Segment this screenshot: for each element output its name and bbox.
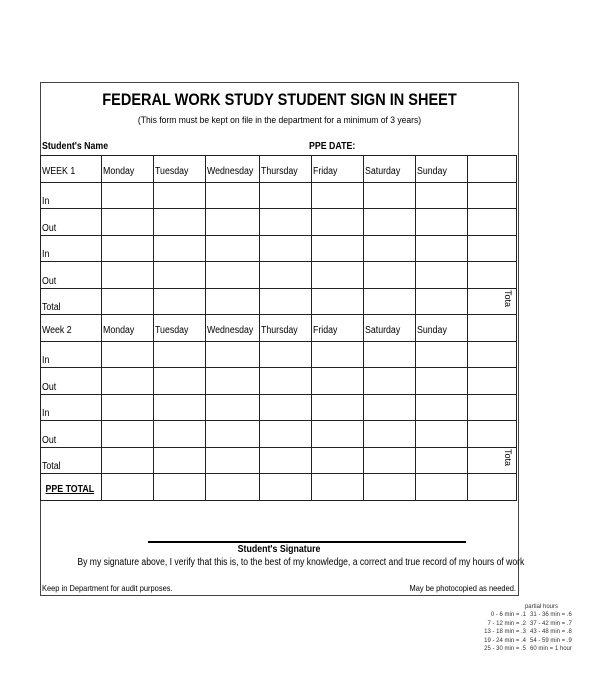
time-entry-cell[interactable] — [205, 368, 260, 395]
day-header-thursday — [260, 156, 312, 183]
ppe-date-label: PPE DATE: — [309, 141, 356, 152]
time-entry-cell[interactable] — [416, 421, 467, 448]
week1-row-label-label: In — [42, 196, 50, 207]
time-entry-cell[interactable] — [153, 262, 205, 289]
time-entry-cell[interactable] — [153, 447, 205, 474]
week1-row-label — [41, 182, 102, 209]
week2-row-label — [41, 341, 102, 368]
day-header-saturday — [364, 315, 416, 342]
time-entry-cell[interactable] — [260, 394, 312, 421]
weekly-total-cell[interactable] — [467, 182, 516, 209]
week2-row-label — [41, 421, 102, 448]
week1-row-label-label: Out — [42, 275, 57, 287]
partial-hours-entry: 19 - 24 min = .4 — [484, 637, 526, 644]
day-header-tuesday — [153, 315, 205, 342]
day-header-thursday — [260, 315, 312, 342]
weekly-total-cell[interactable] — [467, 209, 516, 236]
ppe-total-cell[interactable] — [102, 474, 154, 501]
ppe-total-label-cell — [41, 474, 102, 501]
time-entry-cell[interactable] — [260, 209, 312, 236]
week1-row-label-label: Out — [42, 222, 57, 234]
day-header-wednesday — [205, 315, 260, 342]
partial-hours-entry: 13 - 18 min = .3 — [484, 629, 526, 635]
partial-hours-entry: 7 - 12 min = .2 — [487, 620, 526, 627]
week2-row-label — [41, 368, 102, 395]
time-entry-cell[interactable] — [312, 209, 364, 236]
time-entry-cell[interactable] — [260, 341, 312, 368]
time-entry-cell[interactable] — [416, 394, 467, 421]
partial-hours-entry: 37 - 42 min = .7 — [530, 620, 572, 627]
day-header-friday-label: Friday — [313, 324, 338, 336]
week1-row-label-label: In — [42, 249, 50, 260]
time-entry-cell[interactable] — [205, 288, 260, 315]
ppe-total-cell[interactable] — [467, 474, 516, 501]
week2-row-label — [41, 394, 102, 421]
time-entry-cell[interactable] — [205, 235, 260, 262]
time-entry-cell[interactable] — [312, 235, 364, 262]
partial-hours-row — [466, 611, 584, 620]
partial-hours-entry: 0 - 6 min = .1 — [490, 612, 526, 618]
week2-row-label-label: Out — [42, 434, 57, 446]
table-row — [41, 288, 517, 315]
time-entry-cell[interactable] — [153, 368, 205, 395]
day-header-tuesday-label: Tuesday — [154, 165, 189, 177]
time-entry-cell[interactable] — [416, 341, 467, 368]
time-entry-cell[interactable] — [260, 235, 312, 262]
student-name-label: Student's Name — [42, 141, 109, 152]
weekly-total-cell[interactable] — [467, 447, 516, 474]
day-header-wednesday — [205, 156, 260, 183]
time-entry-cell[interactable] — [102, 447, 154, 474]
time-entry-cell[interactable] — [416, 368, 467, 395]
week2-row-label — [41, 447, 102, 474]
time-entry-cell[interactable] — [153, 235, 205, 262]
time-entry-cell[interactable] — [102, 368, 154, 395]
partial-hours-entry: 60 min = 1 hour — [530, 646, 572, 652]
weekly-total-side-label: Tota — [503, 289, 513, 307]
retention-note: (This form must be kept on file in the department for a minimum of 3 years) — [137, 115, 422, 126]
day-header-tuesday-label: Tuesday — [154, 324, 189, 336]
time-entry-cell[interactable] — [205, 262, 260, 289]
table-row — [41, 209, 517, 236]
time-entry-cell[interactable] — [153, 421, 205, 448]
time-entry-cell[interactable] — [312, 182, 364, 209]
partial-hours-entry: 25 - 30 min = .5 — [484, 646, 526, 652]
time-entry-cell[interactable] — [102, 262, 154, 289]
time-entry-cell[interactable] — [364, 209, 416, 236]
week1-header-row — [41, 156, 517, 183]
time-entry-cell[interactable] — [416, 209, 467, 236]
day-header-sunday-label: Sunday — [417, 165, 448, 177]
signature-line[interactable] — [148, 541, 466, 543]
time-entry-cell[interactable] — [312, 394, 364, 421]
day-header-monday-label: Monday — [103, 324, 135, 336]
table-row — [41, 262, 517, 289]
time-entry-cell[interactable] — [102, 421, 154, 448]
partial-hours-entry: 43 - 48 min = .8 — [530, 629, 572, 635]
day-header-saturday — [364, 156, 416, 183]
table-row — [41, 368, 517, 395]
day-header-sunday-label: Sunday — [417, 324, 448, 336]
day-header-monday — [102, 315, 154, 342]
day-header-sunday — [416, 156, 467, 183]
time-entry-cell[interactable] — [416, 182, 467, 209]
time-entry-cell[interactable] — [153, 182, 205, 209]
table-row — [41, 235, 517, 262]
time-entry-cell[interactable] — [312, 421, 364, 448]
week2-weekly-total-header — [467, 315, 516, 342]
time-entry-cell[interactable] — [205, 394, 260, 421]
time-entry-cell[interactable] — [312, 341, 364, 368]
time-entry-cell[interactable] — [205, 209, 260, 236]
day-header-saturday-label: Saturday — [365, 165, 401, 177]
week1-label-cell — [41, 156, 102, 183]
ppe-total-cell[interactable] — [153, 474, 205, 501]
week1-row-label-label: Total — [42, 302, 61, 313]
time-entry-cell[interactable] — [364, 341, 416, 368]
time-entry-cell[interactable] — [416, 447, 467, 474]
day-header-monday — [102, 156, 154, 183]
week2-label-cell-label: Week 2 — [42, 324, 72, 336]
time-entry-cell[interactable] — [102, 182, 154, 209]
week2-row-label-label: Out — [42, 381, 57, 393]
ppe-total-cell[interactable] — [312, 474, 364, 501]
weekly-total-cell[interactable] — [467, 421, 516, 448]
week1-row-label — [41, 235, 102, 262]
partial-hours-title: partial hours — [524, 604, 558, 610]
time-entry-cell[interactable] — [205, 447, 260, 474]
partial-hours-row — [466, 645, 584, 654]
time-entry-cell[interactable] — [153, 209, 205, 236]
time-entry-cell[interactable] — [364, 368, 416, 395]
weekly-total-side-label: Tota — [503, 448, 513, 466]
sign-in-sheet — [40, 82, 525, 596]
week2-row-label-label: In — [42, 408, 50, 419]
weekly-total-cell[interactable] — [467, 368, 516, 395]
partial-hours-entry: 31 - 36 min = .6 — [530, 612, 572, 618]
partial-hours-row — [466, 620, 584, 629]
signature-label: Student's Signature — [238, 544, 321, 555]
ppe-total-cell[interactable] — [364, 474, 416, 501]
day-header-sunday — [416, 315, 467, 342]
time-entry-cell[interactable] — [312, 368, 364, 395]
weekly-total-cell[interactable] — [467, 394, 516, 421]
time-entry-cell[interactable] — [416, 235, 467, 262]
verification-statement: By my signature above, I verify that this is, to the best of my knowledge, a correct and true record of my hours of work — [77, 557, 525, 568]
weekly-total-cell[interactable] — [467, 235, 516, 262]
time-entry-cell[interactable] — [416, 288, 467, 315]
week1-label-cell-label: WEEK 1 — [42, 165, 76, 177]
week2-row-label-label: In — [42, 355, 50, 366]
time-entry-cell[interactable] — [205, 421, 260, 448]
ppe-total-label: PPE TOTAL — [45, 483, 95, 495]
week2-label-cell — [41, 315, 102, 342]
time-entry-cell[interactable] — [260, 447, 312, 474]
day-header-friday-label: Friday — [313, 165, 338, 177]
time-entry-cell[interactable] — [153, 394, 205, 421]
time-entry-cell[interactable] — [102, 235, 154, 262]
day-header-friday — [312, 156, 364, 183]
ppe-total-cell[interactable] — [260, 474, 312, 501]
week1-row-label — [41, 262, 102, 289]
time-entry-cell[interactable] — [260, 262, 312, 289]
ppe-total-cell[interactable] — [416, 474, 467, 501]
time-entry-cell[interactable] — [364, 394, 416, 421]
table-row — [41, 341, 517, 368]
day-header-saturday-label: Saturday — [365, 324, 401, 336]
time-entry-cell[interactable] — [364, 182, 416, 209]
time-entry-cell[interactable] — [102, 394, 154, 421]
day-header-thursday-label: Thursday — [261, 165, 298, 177]
day-header-tuesday — [153, 156, 205, 183]
table-row — [41, 394, 517, 421]
table-row — [41, 182, 517, 209]
week1-weekly-total-header — [467, 156, 516, 183]
partial-hours-legend — [466, 604, 584, 654]
time-entry-cell[interactable] — [312, 447, 364, 474]
weekly-total-cell[interactable] — [467, 288, 516, 315]
time-entry-cell[interactable] — [260, 421, 312, 448]
table-row — [41, 421, 517, 448]
time-entry-cell[interactable] — [260, 182, 312, 209]
day-header-thursday-label: Thursday — [261, 324, 298, 336]
weekly-total-cell[interactable] — [467, 262, 516, 289]
footer-photocopy-note: May be photocopied as needed. — [409, 583, 516, 593]
timesheet-grid — [40, 155, 517, 501]
footer-audit-note: Keep in Department for audit purposes. — [42, 583, 173, 593]
ppe-total-row — [41, 474, 517, 501]
time-entry-cell[interactable] — [260, 368, 312, 395]
day-header-monday-label: Monday — [103, 165, 135, 177]
time-entry-cell[interactable] — [416, 262, 467, 289]
time-entry-cell[interactable] — [102, 341, 154, 368]
week1-row-label — [41, 288, 102, 315]
day-header-wednesday-label: Wednesday — [206, 324, 253, 336]
time-entry-cell[interactable] — [364, 262, 416, 289]
time-entry-cell[interactable] — [205, 341, 260, 368]
time-entry-cell[interactable] — [364, 447, 416, 474]
time-entry-cell[interactable] — [312, 288, 364, 315]
partial-hours-row — [466, 637, 584, 646]
time-entry-cell[interactable] — [364, 421, 416, 448]
time-entry-cell[interactable] — [102, 288, 154, 315]
page-title: FEDERAL WORK STUDY STUDENT SIGN IN SHEET — [102, 91, 457, 109]
weekly-total-cell[interactable] — [467, 341, 516, 368]
time-entry-cell[interactable] — [364, 288, 416, 315]
ppe-total-cell[interactable] — [205, 474, 260, 501]
time-entry-cell[interactable] — [260, 288, 312, 315]
week2-row-label-label: Total — [42, 461, 61, 472]
partial-hours-row — [466, 628, 584, 637]
day-header-friday — [312, 315, 364, 342]
time-entry-cell[interactable] — [153, 288, 205, 315]
time-entry-cell[interactable] — [364, 235, 416, 262]
time-entry-cell[interactable] — [153, 341, 205, 368]
day-header-wednesday-label: Wednesday — [206, 165, 253, 177]
time-entry-cell[interactable] — [312, 262, 364, 289]
time-entry-cell[interactable] — [205, 182, 260, 209]
week2-header-row — [41, 315, 517, 342]
partial-hours-entry: 54 - 59 min = .9 — [530, 637, 572, 644]
week1-row-label — [41, 209, 102, 236]
table-row — [41, 447, 517, 474]
time-entry-cell[interactable] — [102, 209, 154, 236]
